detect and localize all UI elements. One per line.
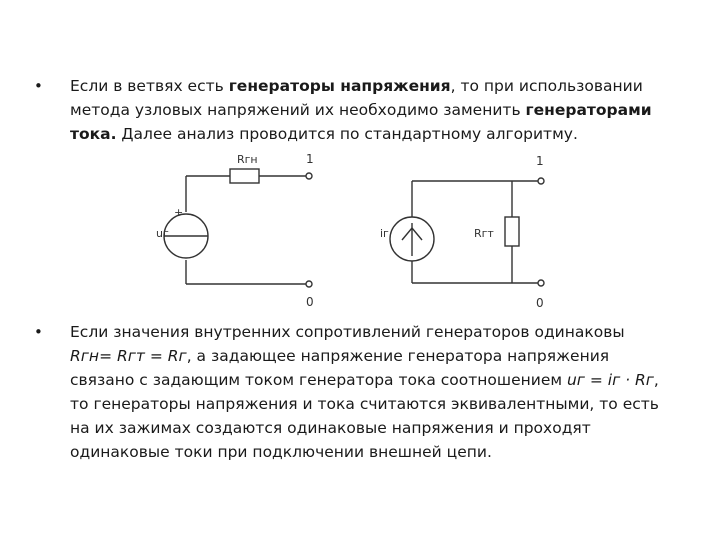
paragraph-2-line-5: на их зажимах создаются одинаковые напряжения и проходят xyxy=(70,419,591,437)
paragraph-1-line-1: Если в ветвях есть генераторы напряжения, то при использовании xyxy=(70,77,643,95)
bold-term-voltage-generators: генераторы напряжения xyxy=(228,77,451,95)
formula: uг = iг · Rг xyxy=(566,371,654,389)
resistor-rgt xyxy=(505,217,519,246)
paragraph-2-line-1: Если значения внутренних сопротивлений генераторов одинаковы xyxy=(70,323,625,341)
paragraph-1-line-3: тока. Далее анализ проводится по стандартному алгоритму. xyxy=(70,125,578,143)
label-terminal-0: 0 xyxy=(536,296,544,310)
bold-term-current-generators: генераторами xyxy=(525,101,652,119)
terminal-1-icon xyxy=(306,173,312,179)
label-plus: + xyxy=(174,206,184,219)
terminal-0-icon xyxy=(306,281,312,287)
paragraph-2-line-6: одинаковые токи при подключении внешней цепи. xyxy=(70,443,492,461)
bullet-marker: • xyxy=(34,323,43,341)
paragraph-1-line-2: метода узловых напряжений их необходимо заменить генераторами xyxy=(70,101,652,119)
label-ug: uг xyxy=(156,227,169,240)
paragraph-2-line-4: то генераторы напряжения и тока считаются эквивалентными, то есть xyxy=(70,395,659,413)
paragraph-2-line-3: связано с задающим током генератора тока соотношением uг = iг · Rг, xyxy=(70,371,659,389)
bold-term-current: тока. xyxy=(70,125,117,143)
label-rgt: Rгт xyxy=(474,227,494,240)
label-terminal-1: 1 xyxy=(536,154,544,168)
paragraph-2-line-2: Rгн= Rгт = Rг, а задающее напряжение генератора напряжения xyxy=(70,347,610,365)
terminal-0-icon xyxy=(538,280,544,286)
bullet-marker: • xyxy=(34,77,43,95)
bullet-item-2 xyxy=(34,320,694,470)
circuit-voltage-source xyxy=(164,169,312,287)
label-terminal-1: 1 xyxy=(306,152,314,166)
circuit-current-source xyxy=(390,178,544,286)
terminal-1-icon xyxy=(538,178,544,184)
label-ig: iг xyxy=(380,227,389,240)
resistor-rgn xyxy=(230,169,259,183)
label-terminal-0: 0 xyxy=(306,295,314,309)
paragraph-2 xyxy=(70,320,694,464)
label-rgn: Rгн xyxy=(237,153,258,166)
